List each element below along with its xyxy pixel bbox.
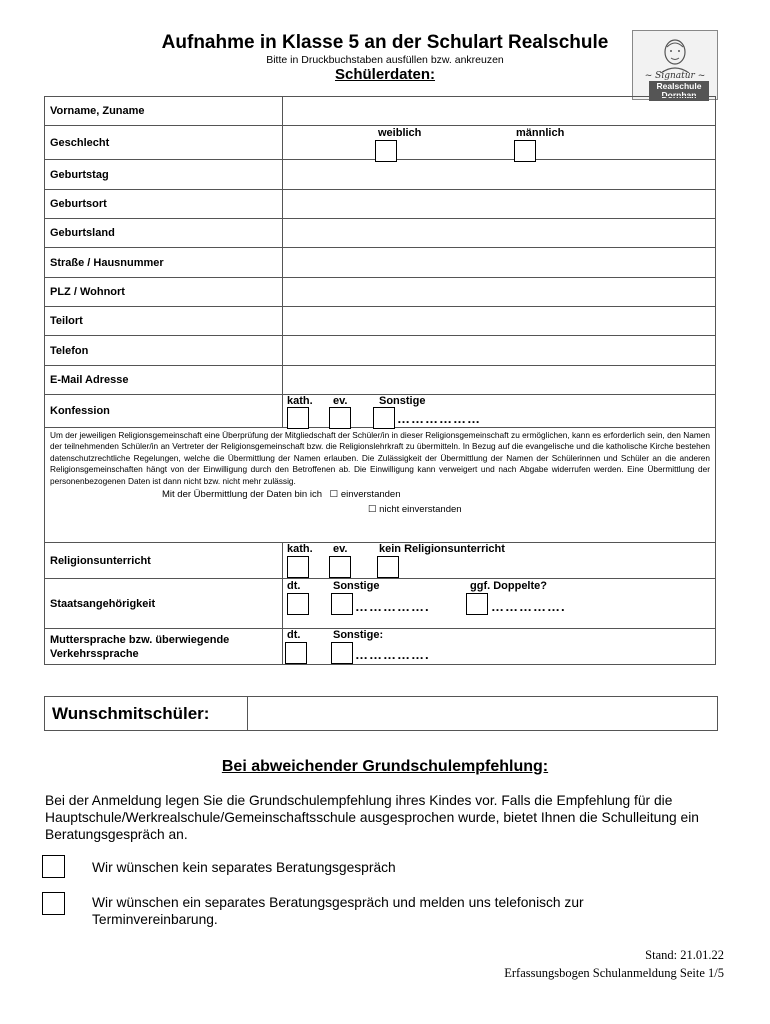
- label-confession: Konfession: [45, 395, 283, 428]
- citizenship-de-label: dt.: [287, 580, 301, 592]
- phone-field[interactable]: [283, 336, 716, 366]
- confession-other-label: Sonstige: [379, 395, 426, 407]
- label-birthday: Geburtstag: [45, 160, 283, 190]
- religion-none-checkbox[interactable]: [377, 556, 399, 578]
- wish-classmates-box: [44, 696, 718, 731]
- footer-page: Erfassungsbogen Schulanmeldung Seite 1/5: [504, 966, 724, 980]
- consultation-checkbox[interactable]: [42, 892, 65, 915]
- district-field[interactable]: [283, 307, 716, 336]
- row-phone: [45, 336, 716, 366]
- label-street: Straße / Hausnummer: [45, 248, 283, 278]
- row-language: [45, 629, 716, 665]
- religion-cell: [283, 543, 716, 579]
- row-privacy: [45, 428, 716, 543]
- label-zip: PLZ / Wohnort: [45, 278, 283, 307]
- language-cell: [283, 629, 716, 665]
- label-district: Teilort: [45, 307, 283, 336]
- language-other-dots[interactable]: …………….: [355, 647, 430, 662]
- confession-other-checkbox[interactable]: [373, 407, 395, 429]
- confession-kath-checkbox[interactable]: [287, 407, 309, 429]
- row-zip: [45, 278, 716, 307]
- no-consultation-checkbox[interactable]: [42, 855, 65, 878]
- language-other-label: Sonstige:: [333, 629, 384, 641]
- religion-ev-checkbox[interactable]: [329, 556, 351, 578]
- row-birthcountry: [45, 219, 716, 248]
- citizenship-double-dots[interactable]: …………….: [491, 599, 566, 614]
- row-birthday: [45, 160, 716, 190]
- row-street: [45, 248, 716, 278]
- footer-stand: Stand: 21.01.22: [645, 948, 724, 962]
- email-field[interactable]: [283, 366, 716, 395]
- label-birthcountry: Geburtsland: [45, 219, 283, 248]
- label-email: E-Mail Adresse: [45, 366, 283, 395]
- consent-lead: Mit der Übermittlung der Daten bin ich: [162, 489, 322, 501]
- label-gender: Geschlecht: [45, 126, 283, 160]
- row-district: [45, 307, 716, 336]
- zip-field[interactable]: [283, 278, 716, 307]
- birthcountry-field[interactable]: [283, 219, 716, 248]
- row-gender: [45, 126, 716, 160]
- gender-cell: [283, 126, 716, 160]
- recommendation-paragraph: Bei der Anmeldung legen Sie die Grundschulempfehlung ihres Kindes vor. Falls die Empfehlung für die Hauptschule/Werkrealschule/Gemeinschaftsschule ausgesprochen wurde, bietet Ihnen die Schulleitung ein Beratungsgespräch an.: [45, 793, 699, 842]
- consent-agree-label: einverstanden: [340, 489, 401, 501]
- citizenship-double-label: ggf. Doppelte?: [470, 580, 547, 592]
- citizenship-other-dots[interactable]: …………….: [355, 599, 430, 614]
- citizenship-other-checkbox[interactable]: [331, 593, 353, 615]
- consent-disagree-label: nicht einverstanden: [379, 504, 462, 516]
- label-birthplace: Geburtsort: [45, 190, 283, 219]
- citizenship-other-label: Sonstige: [333, 580, 380, 592]
- school-logo: [632, 30, 718, 100]
- row-religion: [45, 543, 716, 579]
- religion-none-label: kein Religionsunterricht: [379, 543, 505, 555]
- label-phone: Telefon: [45, 336, 283, 366]
- consent-row-2: [50, 504, 710, 515]
- portrait-icon: [655, 37, 695, 73]
- page-title: Aufnahme in Klasse 5 an der Schulart Realschule: [161, 32, 609, 53]
- citizenship-de-checkbox[interactable]: [287, 593, 309, 615]
- confession-ev-label: ev.: [333, 395, 348, 407]
- row-confession: [45, 395, 716, 428]
- privacy-cell: [45, 428, 716, 543]
- birthplace-field[interactable]: [283, 190, 716, 219]
- consultation-label: Wir wünschen ein separates Beratungsgespräch und melden uns telefonisch zur Terminvereinbarung.: [92, 895, 584, 927]
- religion-kath-checkbox[interactable]: [287, 556, 309, 578]
- consent-disagree-checkbox[interactable]: ☐: [368, 504, 377, 516]
- no-consultation-label: Wir wünschen kein separates Beratungsgespräch: [92, 860, 396, 875]
- wish-classmates-label: Wunschmitschüler:: [45, 697, 248, 730]
- recommendation-heading: Bei abweichender Grundschulempfehlung:: [221, 758, 549, 775]
- gender-male-label: männlich: [516, 127, 565, 139]
- birthday-field[interactable]: [283, 160, 716, 190]
- language-de-label: dt.: [287, 629, 301, 641]
- section-heading-student-data: Schülerdaten:: [334, 66, 436, 83]
- row-citizenship: [45, 579, 716, 629]
- name-field[interactable]: [283, 97, 716, 126]
- row-name: [45, 97, 716, 126]
- row-birthplace: [45, 190, 716, 219]
- citizenship-cell: [283, 579, 716, 629]
- student-data-table: [44, 96, 716, 665]
- consent-row: [50, 489, 710, 500]
- wish-classmates-field[interactable]: [241, 697, 717, 730]
- language-de-checkbox[interactable]: [285, 642, 307, 664]
- citizenship-double-checkbox[interactable]: [466, 593, 488, 615]
- gender-female-label: weiblich: [378, 127, 422, 139]
- label-name: Vorname, Zuname: [45, 97, 283, 126]
- label-religion: Religionsunterricht: [45, 543, 283, 579]
- language-other-checkbox[interactable]: [331, 642, 353, 664]
- confession-cell: [283, 395, 716, 428]
- logo-signature: ~ Signatur ~: [644, 71, 706, 81]
- confession-ev-checkbox[interactable]: [329, 407, 351, 429]
- logo-text: Realschule Dornhan: [649, 81, 709, 101]
- confession-kath-label: kath.: [287, 395, 313, 407]
- page-subtitle: Bitte in Druckbuchstaben ausfüllen bzw. ankreuzen: [266, 54, 504, 66]
- label-language: Muttersprache bzw. überwiegende Verkehrssprache: [45, 629, 283, 665]
- street-field[interactable]: [283, 248, 716, 278]
- religion-ev-label: ev.: [333, 543, 348, 555]
- row-email: [45, 366, 716, 395]
- label-citizenship: Staatsangehörigkeit: [45, 579, 283, 629]
- confession-other-dots[interactable]: ………………: [397, 411, 481, 426]
- religion-kath-label: kath.: [287, 543, 313, 555]
- privacy-text: Um der jeweiligen Religionsgemeinschaft eine Überprüfung der Mitgliedschaft der Schüler/in in dieser Religionsgemeinschaft zu ermöglichen, kann es erforderlich sein, den Namen der teilnehmenden Schüler/in an Vertreter der Religionsgemeinschaft bzw. die Religionslehrkraft zu übermitteln. In Bezug auf die evangelische und die katholische Kirche bestehen datenschutzrechtliche Regelungen, welche die Übermittlung der Namen erlauben. Die Zulässigkeit der Übermittlung der Namen der Schülerinnen und Schüler an die anderen Religionsgemeinschaften hängt von der Einwilligung durch den Betroffenen ab. Die Einwilligung kann verweigert und nach Abgabe widerrufen werden. Eine Übermittlung der personenbezogenen Daten ist dann nicht bzw. nicht mehr zulässig.: [50, 430, 710, 486]
- consent-agree-checkbox[interactable]: ☐: [329, 489, 339, 501]
